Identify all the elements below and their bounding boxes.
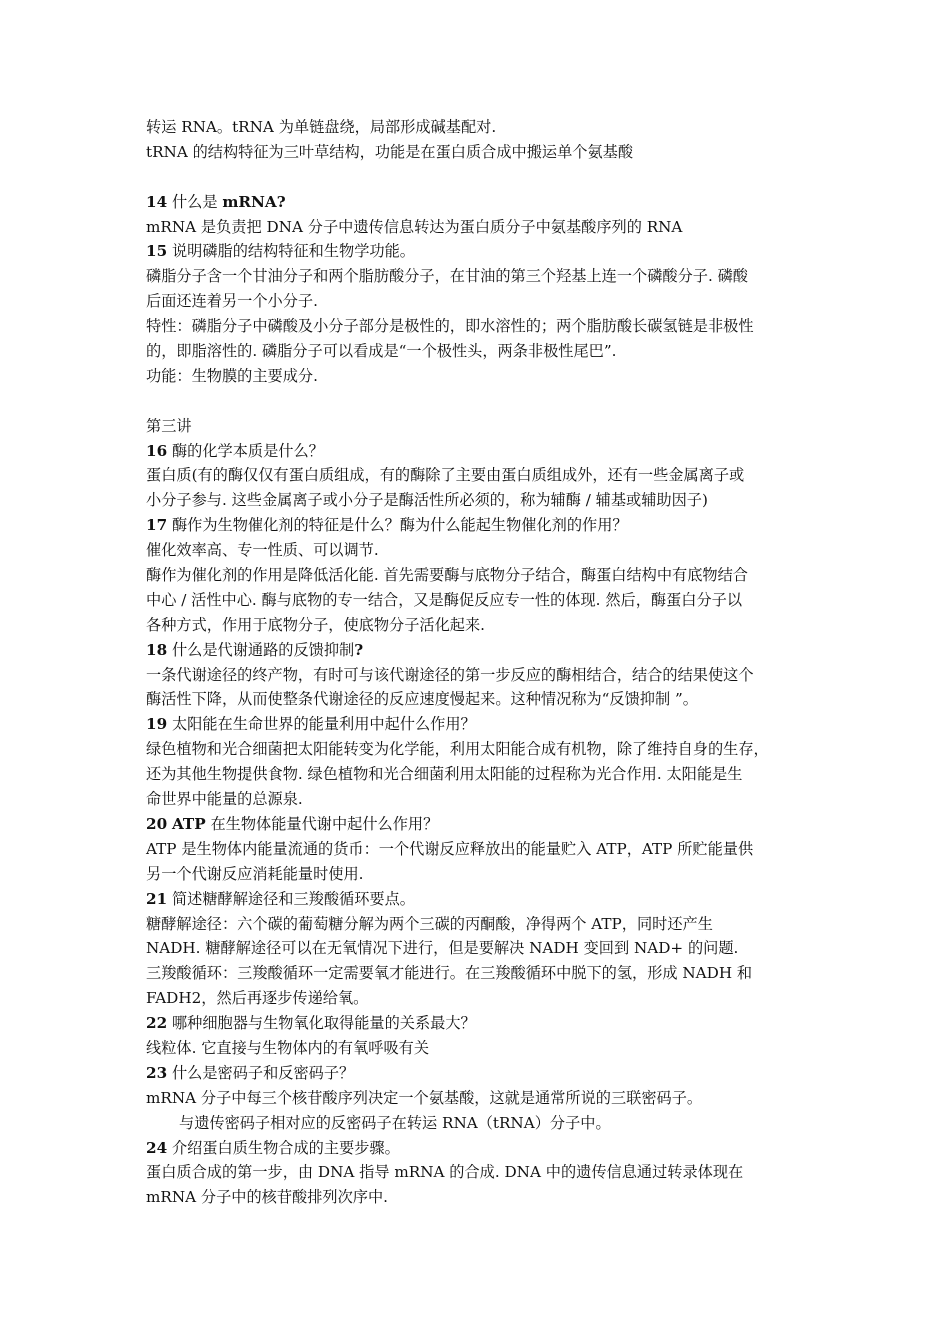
question-mark: ? <box>354 640 364 659</box>
question-number: 17 <box>146 516 168 535</box>
answer-line: 特性：磷脂分子中磷酸及小分子部分是极性的，即水溶性的；两个脂肪酸长碳氢链是非极性 <box>146 317 754 336</box>
answer-line: 后面还连着另一个小分子. <box>146 292 318 311</box>
answer-line: 还为其他生物提供食物. 绿色植物和光合细菌利用太阳能的过程称为光合作用. 太阳能是生 <box>146 765 743 784</box>
answer-line: 绿色植物和光合细菌把太阳能转变为化学能，利用太阳能合成有机物，除了维持自身的生存， <box>146 740 769 759</box>
question-18 <box>146 638 818 663</box>
question-text: 什么是 <box>171 192 223 211</box>
answer-line: mRNA 分子中的核苷酸排列次序中. <box>146 1188 388 1207</box>
answer-line: 线粒体. 它直接与生物体内的有氧呼吸有关 <box>146 1038 430 1057</box>
question-text: 什么是密码子和反密码子？ <box>171 1063 355 1082</box>
answer-line: 的，即脂溶性的. 磷脂分子可以看成是“一个极性头，两条非极性尾巴”. <box>146 342 617 361</box>
answer-line: 一条代谢途径的终产物，有时可与该代谢途径的第一步反应的酶相结合，结合的结果使这个 <box>146 665 754 684</box>
answer-line: ATP 是生物体内能量流通的货币：一个代谢反应释放出的能量贮入 ATP，ATP 所贮能量供 <box>146 839 754 858</box>
question-number: 16 <box>146 441 168 460</box>
question-number: 22 <box>146 1014 168 1033</box>
answer-line: 磷脂分子含一个甘油分子和两个脂肪酸分子，在甘油的第三个羟基上连一个磷酸分子. 磷酸 <box>146 267 748 286</box>
question-14 <box>146 190 818 215</box>
answer-line: FADH2，然后再逐步传递给氧。 <box>146 989 369 1008</box>
question-number: 18 <box>146 640 168 659</box>
question-24 <box>146 1136 818 1161</box>
question-16 <box>146 439 818 464</box>
answer-line: mRNA 是负责把 DNA 分子中遗传信息转达为蛋白质分子中氨基酸序列的 RNA <box>146 217 683 236</box>
question-text: 说明磷脂的结构特征和生物学功能。 <box>171 242 415 261</box>
question-number: 15 <box>146 242 168 261</box>
blank-line <box>146 389 818 414</box>
question-text: 什么是代谢通路的反馈抑制 <box>171 640 355 659</box>
question-text: 太阳能在生命世界的能量利用中起什么作用？ <box>171 715 476 734</box>
question-text-bold: ATP <box>171 814 206 833</box>
question-20 <box>146 812 818 837</box>
answer-line: NADH. 糖酵解途径可以在无氧情况下进行，但是要解决 NADH 变回到 NAD+ 的问题. <box>146 939 739 958</box>
question-number: 14 <box>146 192 168 211</box>
answer-line: 催化效率高、专一性质、可以调节. <box>146 541 379 560</box>
question-23 <box>146 1061 818 1086</box>
document-body <box>146 115 818 1210</box>
answer-line: 各种方式，作用于底物分子，使底物分子活化起来. <box>146 615 485 634</box>
question-number: 19 <box>146 715 168 734</box>
answer-line: 中心 / 活性中心. 酶与底物的专一结合，又是酶促反应专一性的体现. 然后，酶蛋白分子以 <box>146 590 743 609</box>
question-text: 酶的化学本质是什么？ <box>171 441 324 460</box>
answer-line: mRNA 分子中每三个核苷酸序列决定一个氨基酸，这就是通常所说的三联密码子。 <box>146 1088 703 1107</box>
question-number: 21 <box>146 889 168 908</box>
question-21 <box>146 887 818 912</box>
question-22 <box>146 1011 818 1036</box>
question-number: 23 <box>146 1063 168 1082</box>
answer-line: 小分子参与. 这些金属离子或小分子是酶活性所必须的，称为辅酶 / 辅基或辅助因子) <box>146 491 708 510</box>
question-text: 介绍蛋白质生物合成的主要步骤。 <box>171 1138 400 1157</box>
question-number: 24 <box>146 1138 168 1157</box>
answer-line: 另一个代谢反应消耗能量时使用. <box>146 864 364 883</box>
text-line: tRNA 的结构特征为三叶草结构，功能是在蛋白质合成中搬运单个氨基酸 <box>146 142 634 161</box>
blank-line <box>146 165 818 190</box>
question-number: 20 <box>146 814 168 833</box>
answer-line: 三羧酸循环：三羧酸循环一定需要氧才能进行。在三羧酸循环中脱下的氢，形成 NADH 和 <box>146 964 753 983</box>
answer-line: 糖酵解途径：六个碳的葡萄糖分解为两个三碳的丙酮酸，净得两个 ATP，同时还产生 <box>146 914 713 933</box>
text-line: 转运 RNA。tRNA 为单链盘绕，局部形成碱基配对. <box>146 118 497 136</box>
answer-line: 蛋白质合成的第一步，由 DNA 指导 mRNA 的合成. DNA 中的遗传信息通过转录体现在 <box>146 1163 744 1182</box>
answer-line: 酶作为催化剂的作用是降低活化能. 首先需要酶与底物分子结合，酶蛋白结构中有底物结合 <box>146 566 748 585</box>
question-text: 哪种细胞器与生物氧化取得能量的关系最大？ <box>171 1014 476 1033</box>
answer-line: 与遗传密码子相对应的反密码子在转运 RNA（tRNA）分子中。 <box>179 1113 611 1132</box>
question-17 <box>146 513 818 538</box>
question-19 <box>146 712 818 737</box>
question-text: 酶作为生物催化剂的特征是什么？酶为什么能起生物催化剂的作用？ <box>171 516 628 535</box>
answer-line: 酶活性下降，从而使整条代谢途径的反应速度慢起来。这种情况称为“反馈抑制 ”。 <box>146 690 698 709</box>
answer-line: 功能：生物膜的主要成分. <box>146 366 318 385</box>
section-heading: 第三讲 <box>146 416 192 435</box>
question-text-bold: mRNA? <box>222 192 286 211</box>
question-text: 在生物体能量代谢中起什么作用？ <box>205 814 439 833</box>
question-15 <box>146 239 818 264</box>
answer-line: 蛋白质(有的酶仅仅有蛋白质组成，有的酶除了主要由蛋白质组成外，还有一些金属离子或 <box>146 466 745 485</box>
answer-line: 命世界中能量的总源泉. <box>146 790 303 809</box>
question-text: 简述糖酵解途径和三羧酸循环要点。 <box>171 889 415 908</box>
